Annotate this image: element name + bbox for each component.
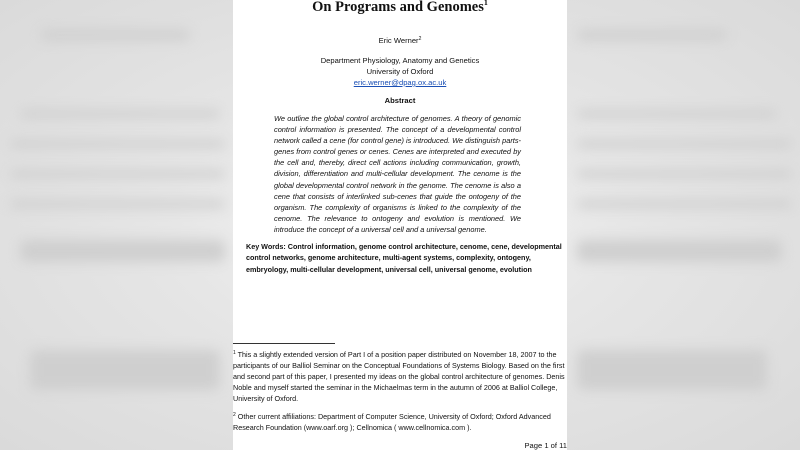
- footnote-2-text: Other current affiliations: Department of Computer Science, University of Oxford; Oxford Advanced Research Foundation (www.oarf.org ); Cellnomica ( www.cellnomica.com ).: [233, 412, 551, 433]
- department: Department Physiology, Anatomy and Genetics: [320, 56, 480, 65]
- page-number: Page 1 of 11: [524, 441, 567, 450]
- blurred-backdrop-right: [567, 0, 800, 450]
- author-name: Eric Werner: [378, 36, 419, 45]
- footnote-divider: [233, 343, 335, 344]
- abstract-text: We outline the global control architecture of genomes. A theory of genomic control information is presented. The concept of a developmental control network called a cene (for control gene) is introduced. We distinguish parts-genes from control genes or cenes. Cenes are interpreted and executed by the cell and, thereby, direct cell actions including communication, growth, division, differentiation and multi-cellular development. The cenome is the global developmental control network in the genome. The cenome is also a cene that consists of interlinked sub-cenes that guide the ontogeny of the organism. The complexity of organisms is linked to the complexity of the cenome. The relevance to ontogeny and evolution is mentioned. We introduce the concept of a universal cell and a universal genome.: [274, 114, 521, 234]
- university: University of Oxford: [366, 67, 434, 76]
- abstract-heading: Abstract: [384, 96, 416, 105]
- blurred-backdrop-left: [0, 0, 233, 450]
- keywords: Key Words: Control information, genome control architecture, cenome, cene, developmental control networks, genome architecture, multi-agent systems, complexity, ontogeny, embryology, multi-cellular development, universal cell, universal genome, evolution: [246, 242, 562, 274]
- author-footnote-mark: 2: [418, 36, 422, 42]
- footnote-1: [233, 348, 565, 404]
- footnote-2: [233, 410, 565, 433]
- document-page: [233, 0, 567, 450]
- email-line: [233, 78, 567, 88]
- footnote-2-mark: 2: [233, 412, 236, 418]
- author-line: [233, 34, 567, 46]
- footnote-1-mark: 1: [233, 350, 236, 356]
- title-footnote-mark: 1: [483, 0, 488, 7]
- title-text: On Programs and Genomes: [312, 0, 484, 15]
- email-link[interactable]: eric.werner@dpag.ox.ac.uk: [353, 78, 447, 87]
- paper-title: [233, 0, 567, 16]
- footnote-1-text: This a slightly extended version of Part I of a position paper distributed on November 18, 2007 to the participants of our Balliol Seminar on the Conceptual Foundations of Systems Biology. Based on the first and second part of this paper, I presented my ideas on the global control architecture of genomes. Denis Noble and myself started the seminar in the Michaelmas term in the autumn of 2006 at Balliol College, University of Oxford.: [233, 350, 565, 404]
